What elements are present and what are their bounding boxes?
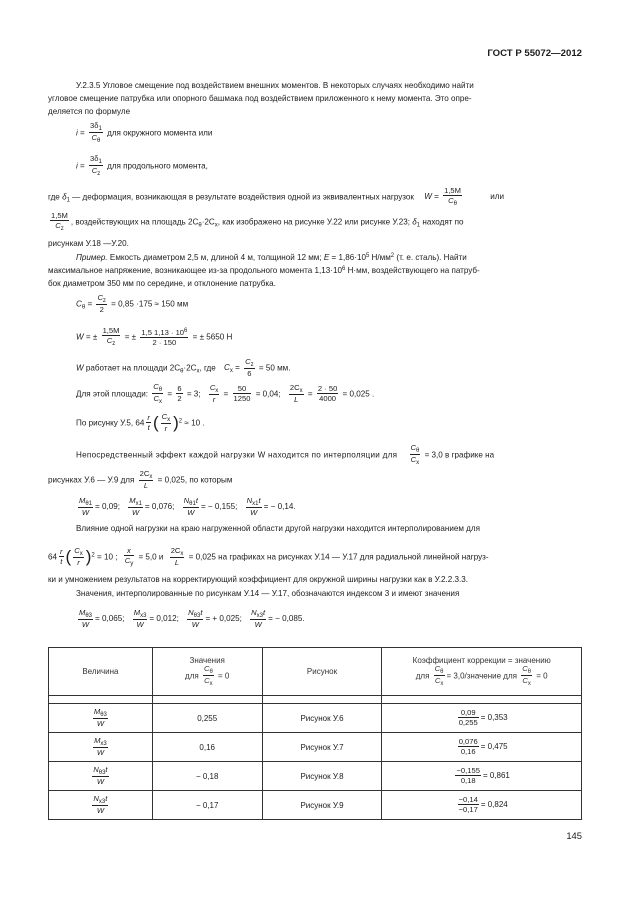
para3-line3: ки и умножением результатов на корректирующий коэффициент для окружной ширины нагрузки как в У.2.2.3.3. (48, 575, 468, 584)
para3-line2: 64 $\frac{r}{t}$ ( $\frac{C_x}{r}$ )$^2$ = 10 ; $\frac{x}{C_y}$ = 5,0 и $\frac{2C_x}{L}$ = 0,025 на графиках на рисунках У.14 — У.17 для радиальной линейной нагруз- (48, 546, 489, 568)
calc-c-theta: $C_\theta$ = $\frac{C_z}{2}$ = 0,85 ·175 ≈ 150 мм (76, 293, 189, 315)
table-row: $\frac{N_{\theta 3}t}{W}$ − 0,18 Рисунок У.8 $\frac{-0,155}{0,18}$ = 0,861 (49, 762, 582, 791)
formula1-lhs: i (76, 128, 78, 138)
value-n-theta3: $\frac{N_{\theta 3}t}{W}$ = + 0,025; (188, 608, 242, 630)
formula2-fraction: $\frac{3\delta_1}{C_z}$ (90, 154, 102, 178)
standard-header: ГОСТ Р 55072—2012 (487, 48, 582, 59)
where-line1: где $\delta_1$ — деформация, возникающая в результате воздействия одной из эквивалентных нагрузок W = $\frac{1,5M}{C_\theta}$ или (48, 186, 504, 207)
header-figure: Рисунок (262, 648, 382, 696)
value-m-x1: $\frac{M_{x1}}{W}$ = 0,076; (129, 496, 175, 518)
value-n-x1: $\frac{N_{x1}t}{W}$ = − 0,14. (246, 496, 296, 518)
value-m-x3: $\frac{M_{x3}}{W}$ = 0,012; (133, 608, 179, 630)
para1-line1: У.2.3.5 Угловое смещение под воздействием внешних моментов. В некоторых случаях необходимо найти (76, 81, 474, 90)
para2-line2: рисунках У.6 — У.9 для $\frac{2C_x}{L}$ = 0,025, по которым (48, 469, 233, 491)
formula-circumferential: i = $\frac{3\delta_1}{C_\theta}$ для окружного момента или (76, 121, 213, 145)
where-line3: рисункам У.18 —У.20. (48, 239, 129, 248)
values-index3 (76, 609, 305, 629)
values-index1 (76, 497, 296, 517)
table-spacer-row (49, 696, 582, 704)
table-header-row (49, 648, 582, 696)
value-n-x3: $\frac{N_{x3}t}{W}$ = − 0,085. (251, 608, 305, 630)
example-line3: бок диаметром 350 мм по середине, и отклонение патрубка. (48, 279, 276, 288)
value-m-theta3: $\frac{M_{\theta 3}}{W}$ = 0,065; (79, 608, 125, 630)
para1-line3: деляется по формуле (48, 107, 131, 116)
example-line2: максимальное напряжение, возникающее из-за продольного момента $1,13\cdot 10^6$ Н·мм, воздействующего на патруб- (48, 266, 480, 275)
value-m-theta1: $\frac{M_{\theta 1}}{W}$ = 0,09; (79, 496, 120, 518)
table-row: $\frac{M_{\theta 3}}{W}$ 0,255 Рисунок У.6 $\frac{0,09}{0,255}$ = 0,353 (49, 704, 582, 733)
where-fraction1: $\frac{1,5M}{C_\theta}$ (444, 186, 461, 207)
calc-figure-u5: По рисунку У.5, 64 $\frac{r}{t}$ ( $\frac{C_x}{r}$ )$^2$ ≈ 10 . (76, 412, 205, 434)
formula2-text: для продольного момента, (107, 161, 208, 171)
para2-line1: Непосредственный эффект каждой нагрузки W находится по интерполяции для $\frac{C_\theta}{C_x}$ = 3,0 в графике на (76, 443, 495, 467)
page-number: 145 (566, 830, 582, 841)
table-row: $\frac{N_{x3}t}{W}$ − 0,17 Рисунок У.9 $\frac{-0,14}{-0,17}$ = 0,824 (49, 791, 582, 820)
calc-ratios: Для этой площади: $\frac{C_\theta}{C_x}$ = $\frac{6}{2}$ = 3; $\frac{C_x}{r}$ = $\frac{50}{1250}$ = 0,04; $\frac{2C_x}{L}$ = $\frac{2 \cdot 50}{4000}$ = 0,025 . (76, 382, 375, 406)
formula1-text: для окружного момента или (107, 128, 213, 138)
para3-line4: Значения, интерполированные по рисункам У.14 — У.17, обозначаются индексом 3 и имеют значения (76, 589, 460, 598)
formula1-fraction: $\frac{3\delta_1}{C_\theta}$ (90, 121, 102, 145)
calc-w: W = ± $\frac{1,5M}{C_z}$ = ± $\frac{1,5 1,13 \cdot 10^6}{2 \cdot 150}$ = ± 5650 Н (76, 326, 233, 347)
header-quantity: Величина (49, 648, 153, 696)
where-fraction2: $\frac{1,5M}{C_z}$ (51, 211, 68, 232)
formula2-lhs: i (76, 161, 78, 171)
para1-line2: угловое смещение патрубка или опорного башмака под воздействием приложенного к нему момента. Это опре- (48, 94, 472, 103)
para3-line1: Влияние одной нагрузки на краю нагруженной области другой нагрузки находится интерполированием для (76, 524, 480, 533)
where-line2: $\frac{1,5M}{C_z}$ , воздействующих на площадь $2C_\theta\cdot 2C_x$, как изображено на рисунке У.22 или рисунке У.23; $\delta_1$ находят по (51, 211, 464, 232)
header-coefficient: Коэффициент коррекции = значению для $\frac{C_\theta}{C_x}$ = 3,0/значение для $\frac{C_\theta}{C_x}$ = 0 (382, 648, 582, 696)
example-line1: Пример. Емкость диаметром 2,5 м, длиной 4 м, толщиной 12 мм; $E = 1,86\cdot 10^5$ $Н/мм^2$ (т. е. сталь). Найти (76, 253, 467, 262)
header-values: Значения для $\frac{C_\theta}{C_x}$ = 0 (152, 648, 262, 696)
value-n-theta1: $\frac{N_{\theta 1}t}{W}$ = − 0,155; (183, 496, 238, 518)
formula-longitudinal: i = $\frac{3\delta_1}{C_z}$ для продольного момента, (76, 154, 208, 178)
correction-table (48, 647, 582, 820)
table-row: $\frac{M_{x3}}{W}$ 0,16 Рисунок У.7 $\frac{0,076}{0,16}$ = 0,475 (49, 733, 582, 762)
calc-area: W работает на площади $2C_\theta\cdot 2C_x$, где $C_x$ = $\frac{C_z}{6}$ = 50 мм. (76, 357, 291, 379)
